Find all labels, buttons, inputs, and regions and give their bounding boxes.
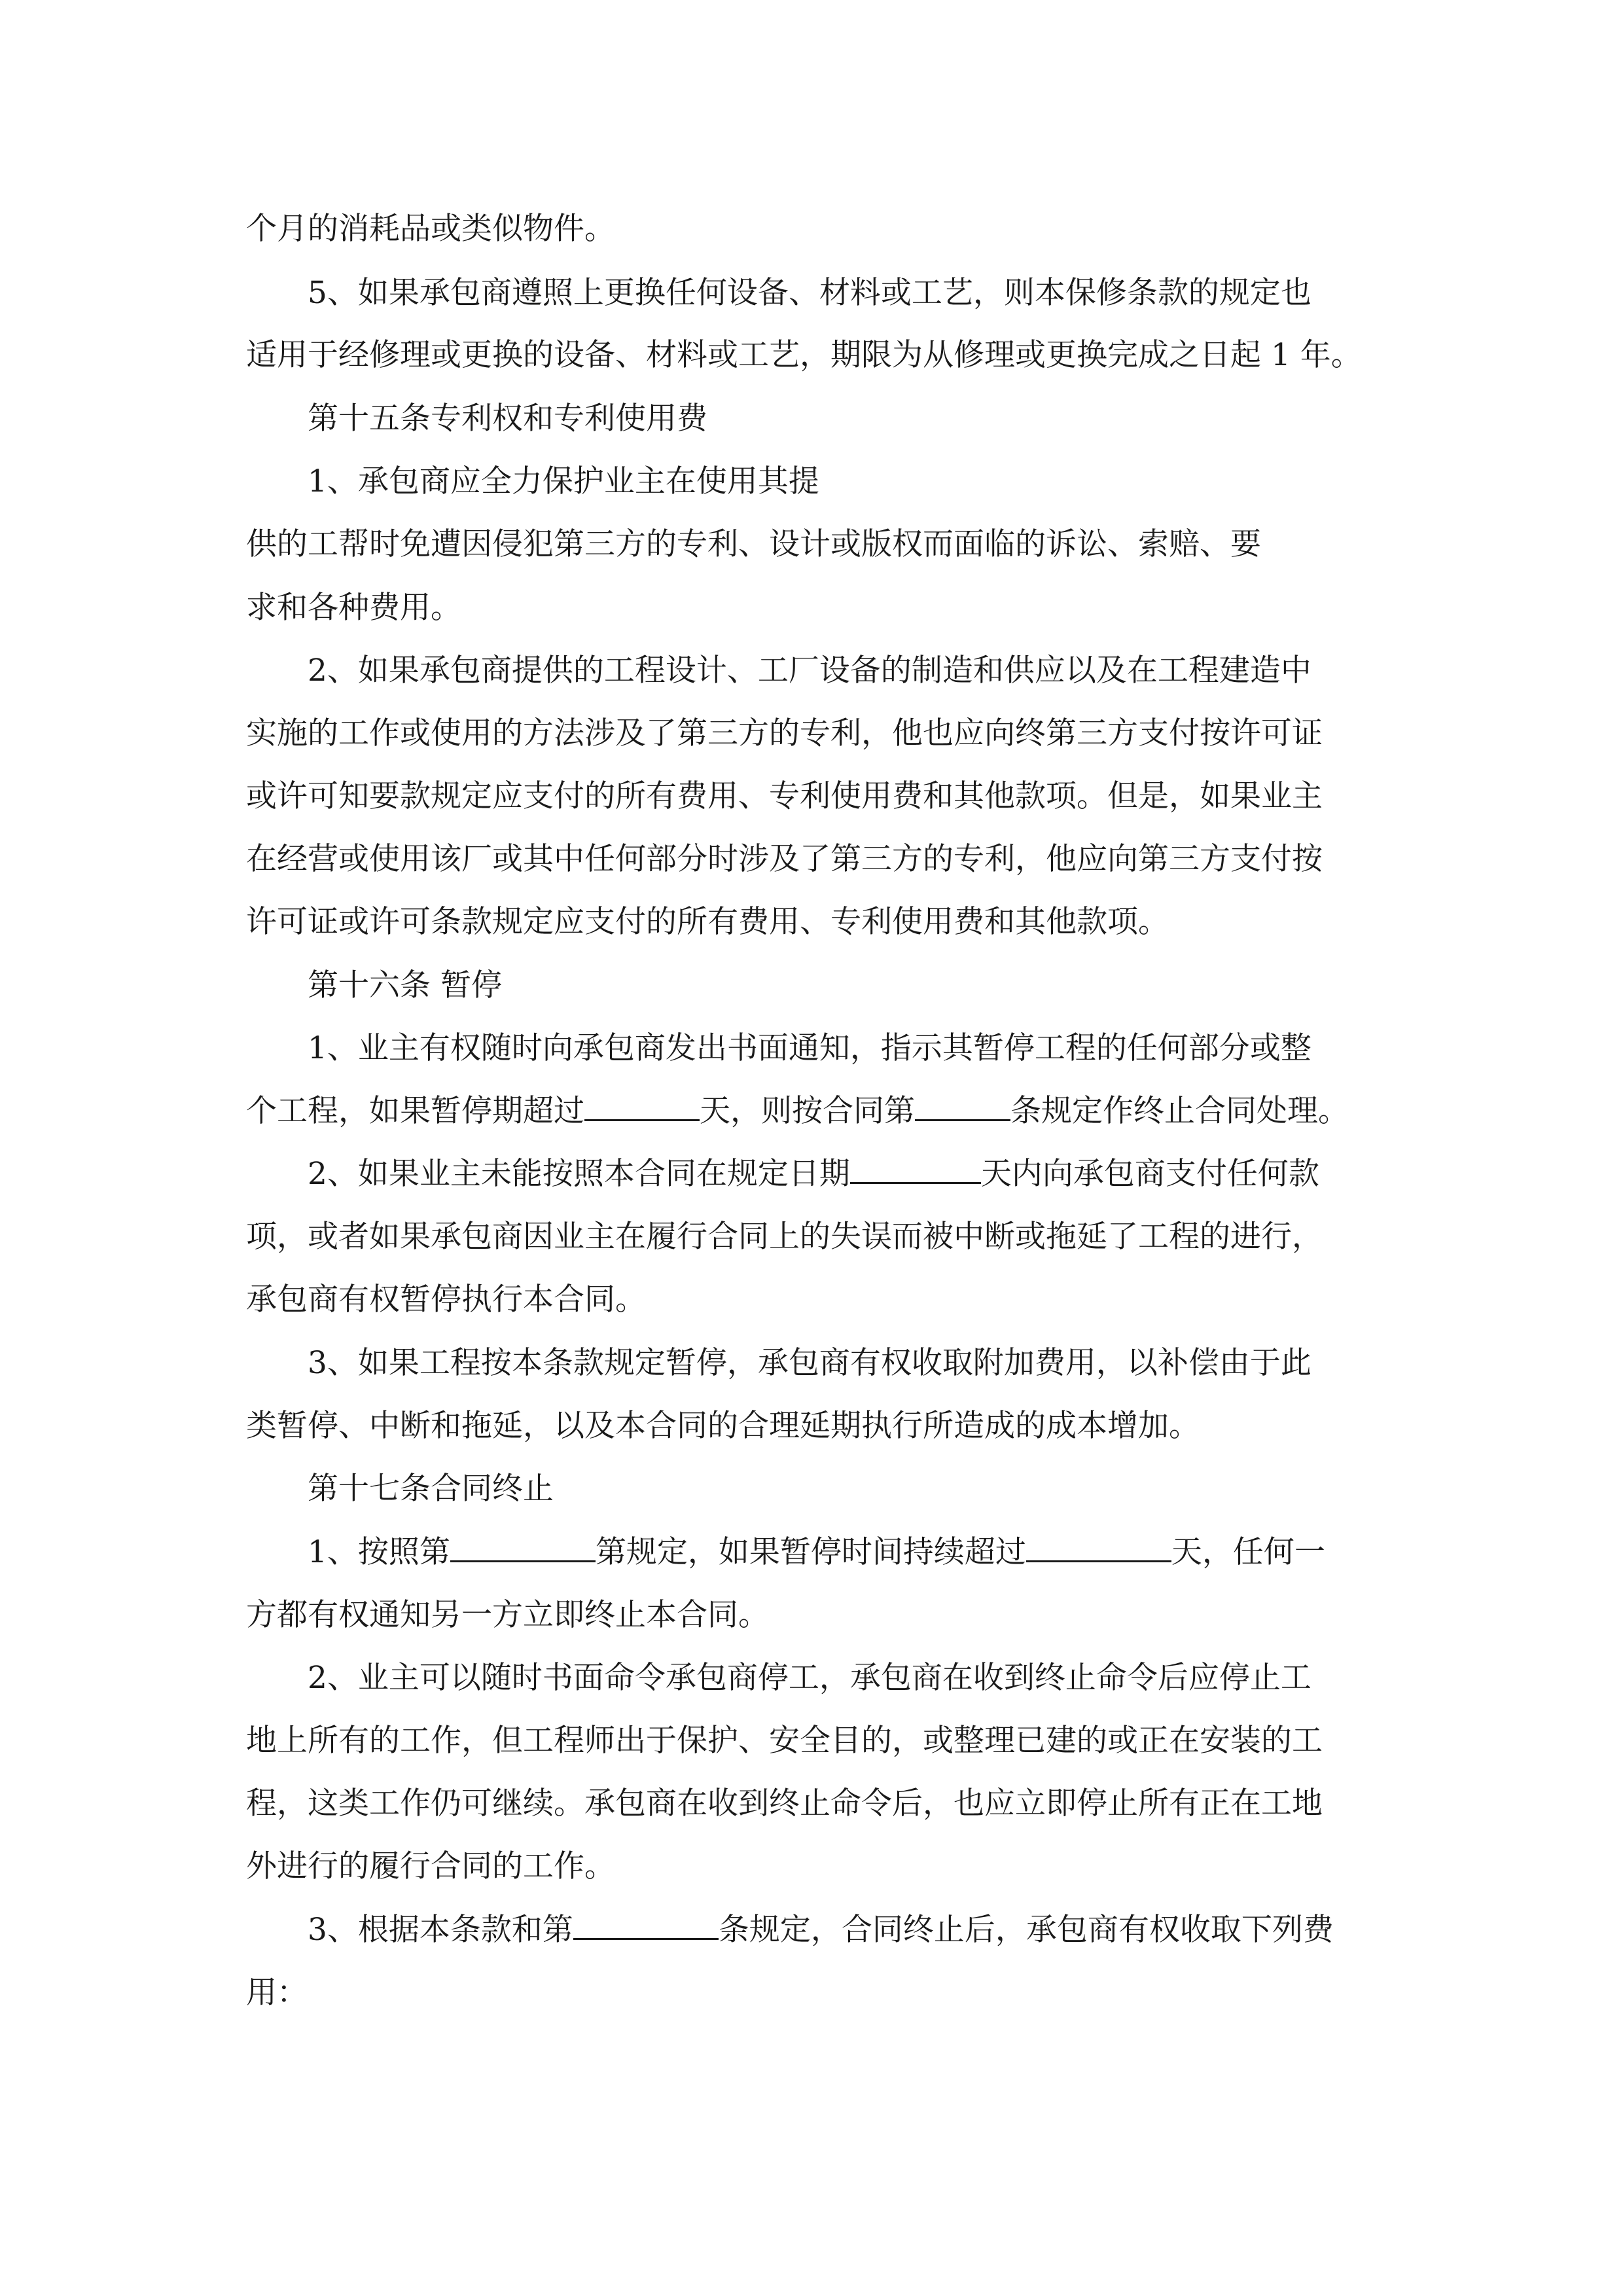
paragraph-line: 外进行的履行合同的工作。 (246, 1848, 615, 1884)
paragraph-line: 用： (246, 1975, 308, 2011)
paragraph-line: 2、业主可以随时书面命令承包商停工，承包商在收到终止命令后应停止工 (308, 1660, 1311, 1696)
paragraph-line: 个月的消耗品或类似物件。 (246, 211, 615, 247)
line-segment: 条规定，合同终止后，承包商有权收取下列费 (718, 1912, 1334, 1948)
paragraph-line: 1、承包商应全力保护业主在使用其提 (308, 463, 819, 499)
fill-in-blank (850, 1155, 981, 1184)
paragraph-line: 2、如果承包商提供的工程设计、工厂设备的制造和供应以及在工程建造中 (308, 653, 1311, 689)
section-heading: 第十五条专利权和专利使用费 (308, 401, 707, 437)
paragraph-line: 适用于经修理或更换的设备、材料或工艺，期限为从修理或更换完成之日起 1 年。 (246, 337, 1362, 373)
line-segment: 第规定，如果暂停时间持续超过 (595, 1534, 1026, 1570)
fill-in-blank (915, 1092, 1010, 1121)
paragraph-line (246, 1085, 1398, 1138)
paragraph-line: 供的工帮时免遭因侵犯第三方的专利、设计或版权而面临的诉讼、索赔、要 (246, 526, 1261, 562)
paragraph-line: 3、如果工程按本条款规定暂停，承包商有权收取附加费用，以补偿由于此 (308, 1345, 1311, 1381)
paragraph-line: 类暂停、中断和拖延，以及本合同的合理延期执行所造成的成本增加。 (246, 1408, 1200, 1444)
paragraph-line: 在经营或使用该厂或其中任何部分时涉及了第三方的专利，他应向第三方支付按 (246, 841, 1323, 877)
paragraph-line: 或许可知要款规定应支付的所有费用、专利使用费和其他款项。但是，如果业主 (246, 778, 1323, 814)
line-segment: 3、根据本条款和第 (308, 1912, 573, 1948)
line-segment: 条规定作终止合同处理。 (1010, 1093, 1349, 1129)
paragraph-line: 1、业主有权随时向承包商发出书面通知，指示其暂停工程的任何部分或整 (308, 1030, 1311, 1066)
section-heading: 第十七条合同终止 (308, 1471, 554, 1507)
line-segment: 天，则按合同第 (700, 1093, 915, 1129)
line-segment: 1、按照第 (308, 1534, 450, 1570)
line-segment: 天，任何一 (1171, 1534, 1325, 1570)
fill-in-blank (450, 1533, 596, 1562)
line-segment: 个工程，如果暂停期超过 (246, 1093, 584, 1129)
paragraph-line: 程，这类工作仍可继续。承包商在收到终止命令后，也应立即停止所有正在工地 (246, 1785, 1323, 1821)
fill-in-blank (1026, 1533, 1171, 1562)
paragraph-line: 5、如果承包商遵照上更换任何设备、材料或工艺，则本保修条款的规定也 (308, 275, 1311, 311)
paragraph-line: 求和各种费用。 (246, 590, 461, 626)
paragraph-line: 实施的工作或使用的方法涉及了第三方的专利，他也应向终第三方支付按许可证 (246, 715, 1323, 751)
line-segment: 天内向承包商支付任何款 (980, 1156, 1319, 1192)
fill-in-blank (584, 1092, 700, 1121)
fill-in-blank (573, 1910, 719, 1940)
paragraph-line: 承包商有权暂停执行本合同。 (246, 1282, 646, 1318)
paragraph-line: 方都有权通知另一方立即终止本合同。 (246, 1597, 769, 1633)
paragraph-line (308, 1904, 1398, 1956)
paragraph-line: 项，或者如果承包商因业主在履行合同上的失误而被中断或拖延了工程的进行， (246, 1219, 1323, 1255)
paragraph-line (308, 1148, 1398, 1200)
paragraph-line (308, 1526, 1398, 1579)
paragraph-line: 地上所有的工作，但工程师出于保护、安全目的，或整理已建的或正在安装的工 (246, 1723, 1323, 1759)
line-segment: 2、如果业主未能按照本合同在规定日期 (308, 1156, 850, 1192)
section-heading: 第十六条 暂停 (308, 967, 502, 1003)
paragraph-line: 许可证或许可条款规定应支付的所有费用、专利使用费和其他款项。 (246, 904, 1169, 940)
